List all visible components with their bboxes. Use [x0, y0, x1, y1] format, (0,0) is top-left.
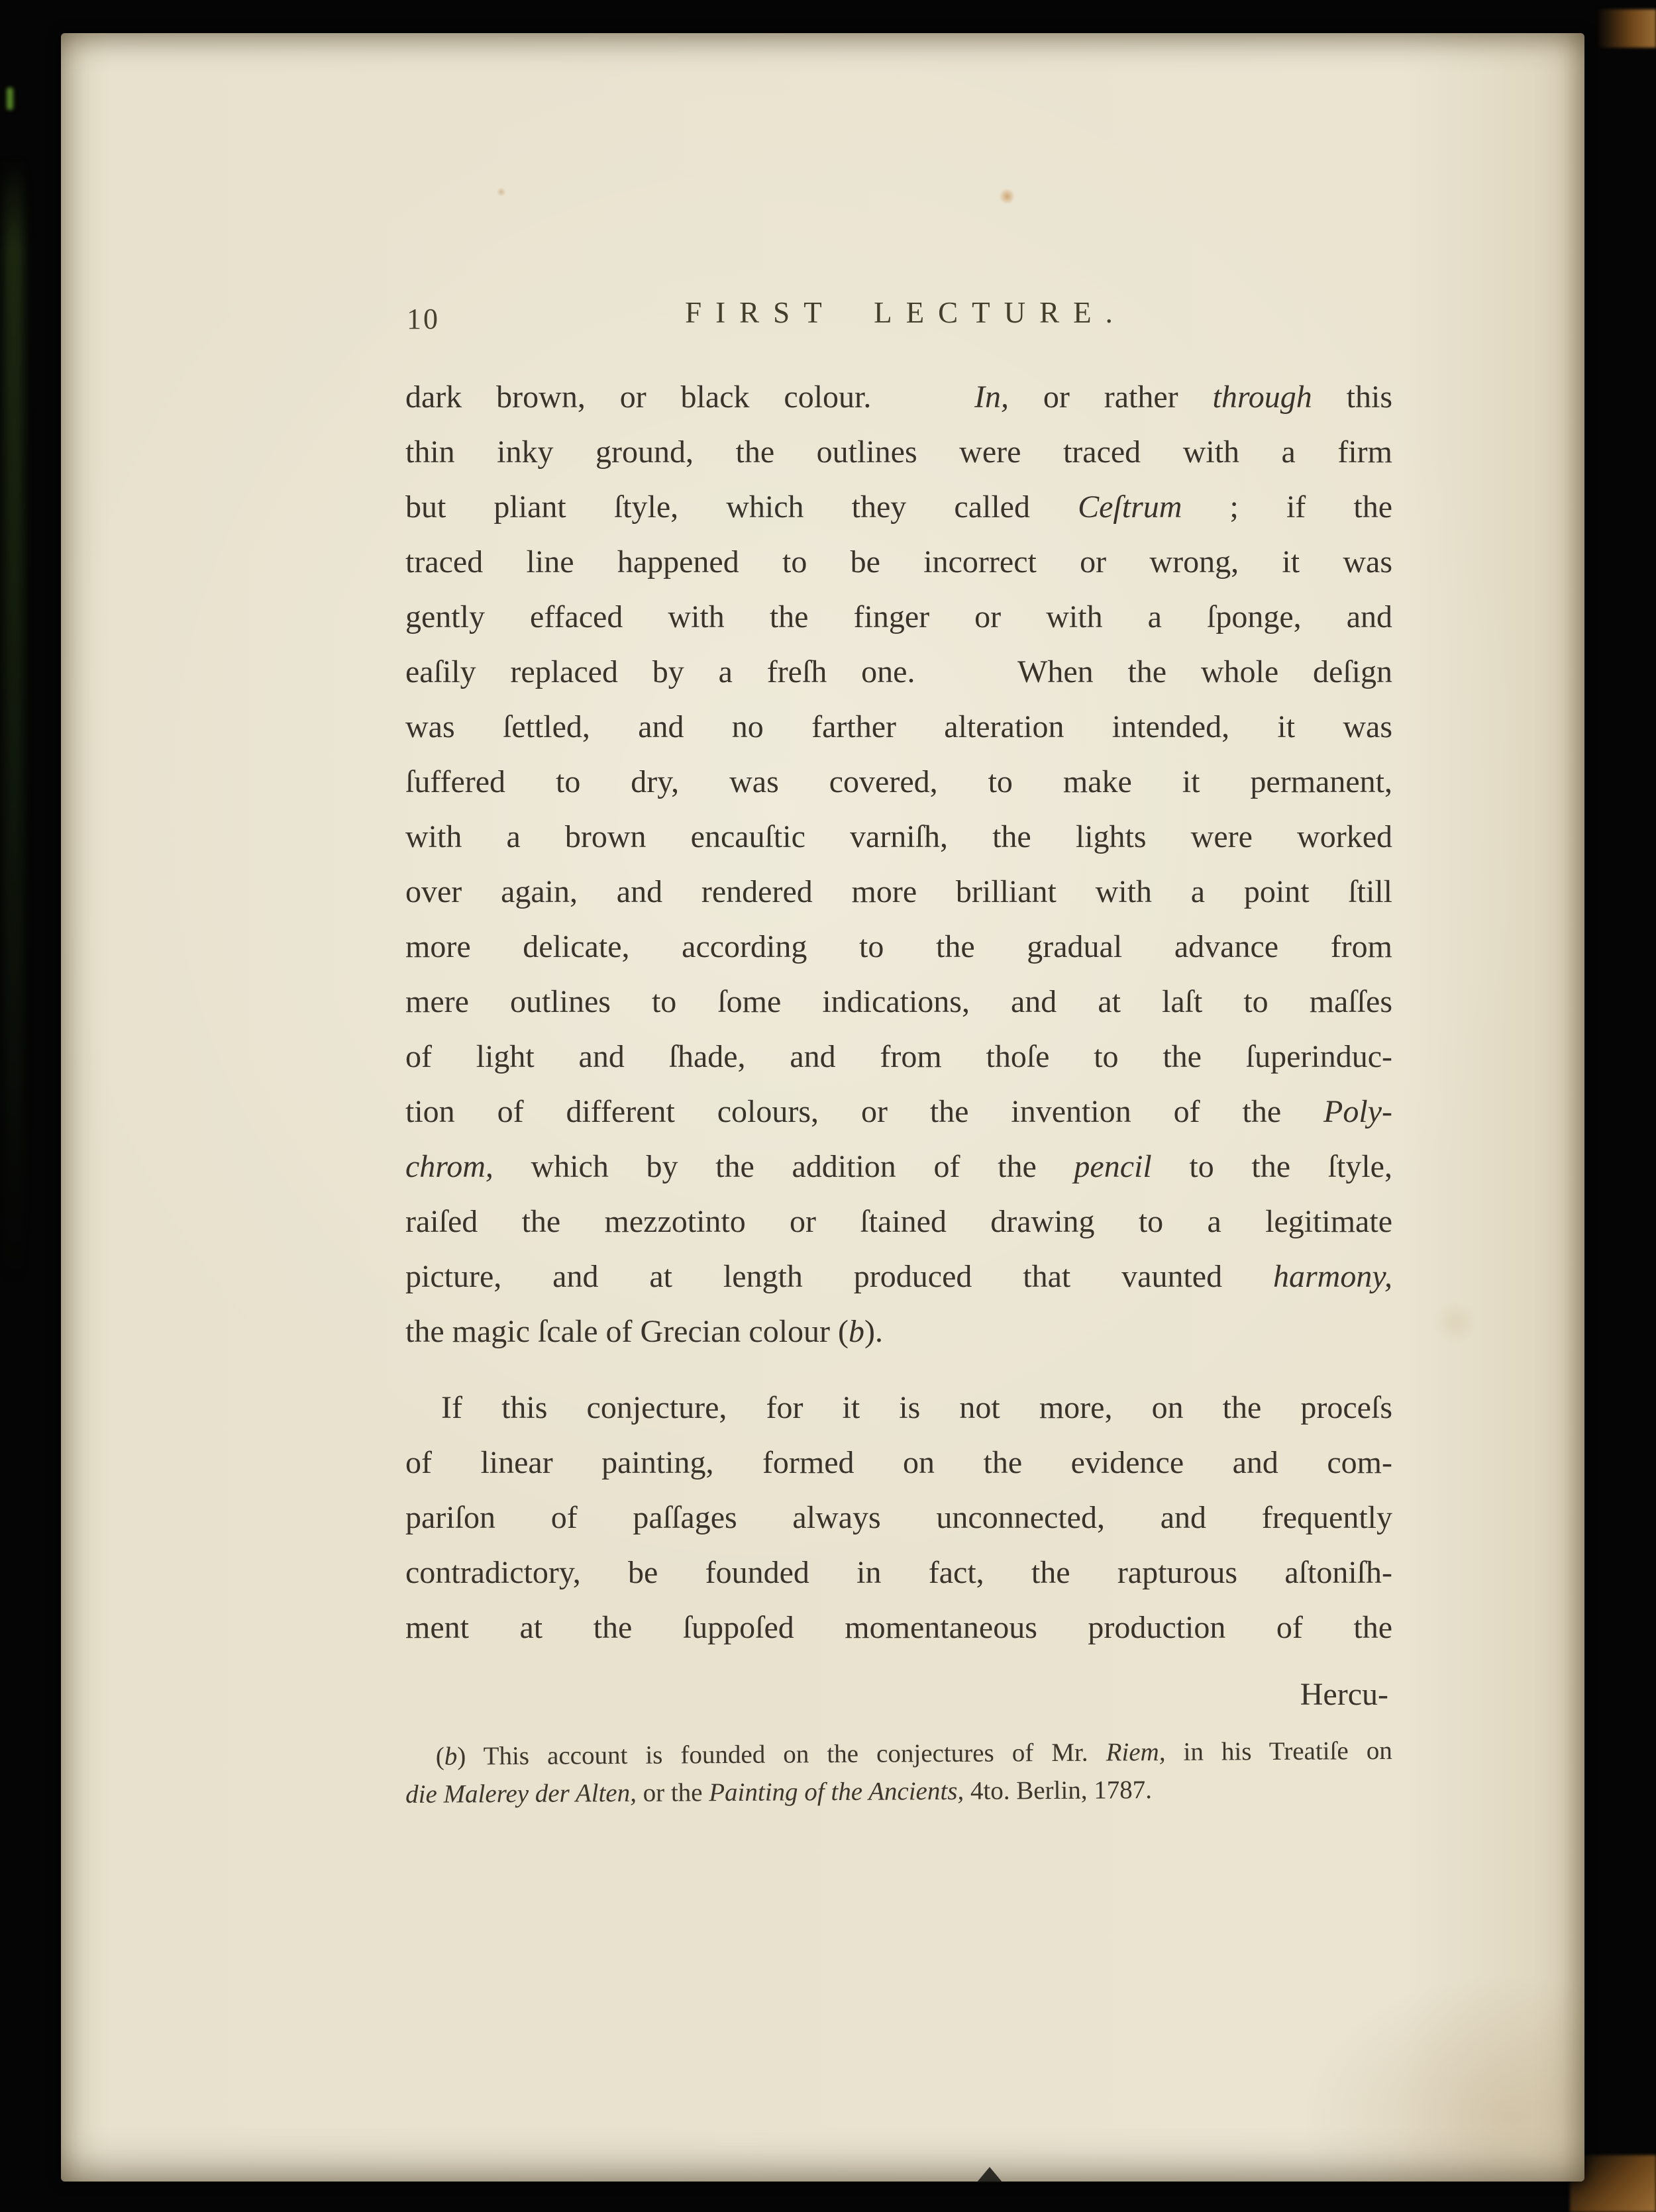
- page-bottom-notch: [976, 2167, 1003, 2183]
- footnote: [405, 1732, 1393, 1813]
- paragraph: [405, 1380, 1392, 1655]
- text-line: tion of different colours, or the invention of the Poly-: [405, 1094, 1392, 1129]
- text-line: raiſed the mezzotinto or ſtained drawing to a legitimate: [405, 1204, 1392, 1239]
- book-edge-left-mark: [7, 87, 13, 110]
- page-header: [405, 295, 1392, 336]
- footnote-line: die Malerey der Alten, or the Painting of the Ancients, 4to. Berlin, 1787.: [405, 1776, 1153, 1809]
- text-line: contradictory, be founded in fact, the rapturous aſtoniſh-: [405, 1555, 1392, 1590]
- text-line: If this conjecture, for it is not more, on the proceſs: [441, 1390, 1392, 1425]
- catchword: Hercu-: [1300, 1677, 1388, 1712]
- text-line: of light and ſhade, and from thoſe to the ſuperinduc-: [405, 1039, 1392, 1074]
- text-line: pariſon of paſſages always unconnected, and frequently: [405, 1500, 1392, 1535]
- running-title: FIRST LECTURE.: [685, 296, 1127, 329]
- text-line: the magic ſcale of Grecian colour (b).: [405, 1314, 883, 1349]
- page-number: 10: [407, 303, 440, 335]
- text-line: mere outlines to ſome indications, and at laſt to maſſes: [405, 984, 1392, 1019]
- text-line: traced line happened to be incorrect or wrong, it was: [405, 544, 1392, 579]
- book-edge-left-texture: [4, 159, 24, 1285]
- text-line: was ſettled, and no farther alteration intended, it was: [405, 709, 1392, 744]
- text-line: thin inky ground, the outlines were traced with a firm: [405, 434, 1392, 470]
- text-line: eaſily replaced by a freſh one. When the whole deſign: [405, 654, 1392, 689]
- text-line: ſuffered to dry, was covered, to make it permanent,: [405, 764, 1392, 799]
- text-line: with a brown encauſtic varniſh, the lights were worked: [405, 819, 1392, 854]
- book-page: [61, 33, 1584, 2182]
- page-corner-texture-top-right: [1596, 9, 1656, 48]
- text-line: dark brown, or black colour. In, or rather through this: [405, 379, 1392, 415]
- text-line: chrom, which by the addition of the pencil to the ſtyle,: [405, 1149, 1392, 1184]
- body-text: [405, 370, 1392, 1655]
- footnote-line: (b) This account is founded on the conjectures of Mr. Riem, in his Treatiſe on: [435, 1736, 1392, 1771]
- catchword-row: [405, 1667, 1392, 1722]
- text-line: picture, and at length produced that vaunted harmony,: [405, 1259, 1392, 1294]
- text-line: gently effaced with the finger or with a ſponge, and: [405, 599, 1392, 634]
- text-line: more delicate, according to the gradual advance from: [405, 929, 1392, 964]
- text-line: ment at the ſuppoſed momentaneous production of the: [405, 1610, 1392, 1645]
- paragraph: [405, 370, 1392, 1359]
- text-line: over again, and rendered more brilliant with a point ſtill: [405, 874, 1392, 909]
- text-line: of linear painting, formed on the evidence and com-: [405, 1445, 1392, 1480]
- text-line: but pliant ſtyle, which they called Ceſtrum ; if the: [405, 489, 1393, 525]
